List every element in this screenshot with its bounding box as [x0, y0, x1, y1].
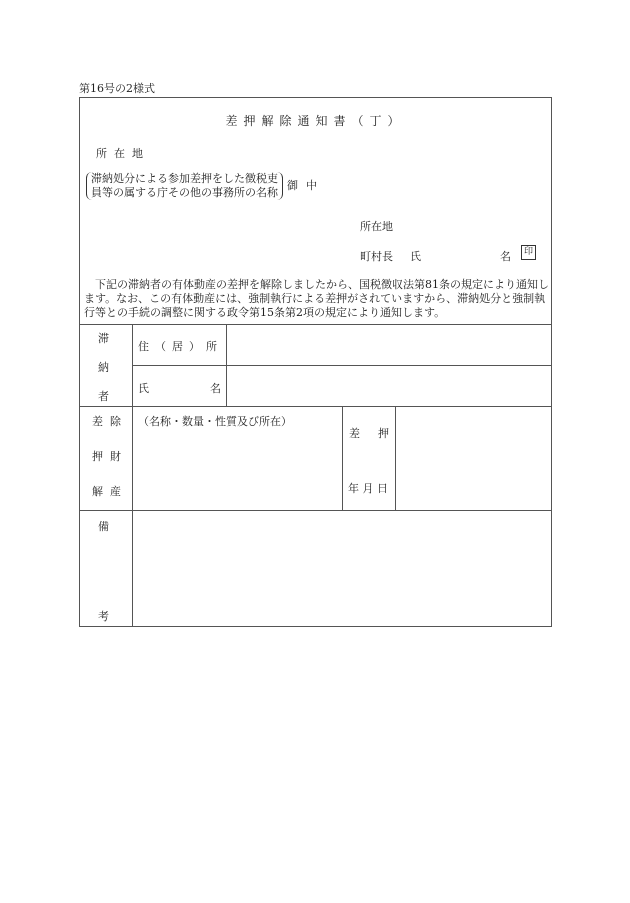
seal-icon: 印 [521, 245, 536, 260]
property-label-char: 解 [92, 485, 103, 498]
remarks-field[interactable] [138, 516, 543, 621]
sender-address-label: 所在地 [360, 220, 393, 233]
divider [395, 406, 396, 510]
property-label-char: 押 [92, 450, 103, 463]
recipient-office-bracket [86, 172, 283, 200]
notice-body-text: 下記の滞納者の有体動産の差押を解除しましたから、国税徴収法第81条の規定により通知します。なお、この有体動産には、強制執行による差押がされていますから、滞納処分と強制執行等との手続の調整に関する政令第15条第2項の規定により通知します。 [84, 278, 549, 319]
property-description-hint: （名称・数量・性質及び所在） [138, 415, 292, 428]
recipient-bracket-line1: 滞納処分による参加差押をした徴税吏 [91, 172, 278, 185]
property-label-char: 差 [92, 415, 103, 428]
sender-name-label-2: 名 [500, 250, 511, 263]
divider [132, 365, 551, 366]
delinquent-label-char: 者 [98, 390, 109, 403]
divider [132, 324, 133, 626]
delinquent-name-field[interactable] [230, 378, 545, 398]
divider [80, 510, 551, 511]
recipient-address-label: 所在地 [96, 147, 150, 160]
divider [80, 324, 551, 325]
document-title: 差押解除通知書（丁） [225, 114, 406, 128]
delinquent-name-label-1: 氏 [138, 382, 149, 395]
notice-form [79, 97, 552, 627]
seizure-date-label-3: 年 月 日 [348, 482, 388, 495]
form-id: 第16号の2様式 [79, 82, 155, 95]
seizure-date-label-1: 差 [349, 427, 360, 440]
delinquent-label-char: 滞 [98, 332, 109, 345]
seizure-date-label-2: 押 [378, 427, 389, 440]
property-label-char: 産 [110, 485, 121, 498]
divider [342, 406, 343, 510]
seizure-date-field[interactable] [400, 413, 545, 503]
divider [80, 406, 551, 407]
delinquent-address-field[interactable] [230, 338, 545, 358]
divider [226, 324, 227, 406]
recipient-honorific: 御中 [287, 179, 325, 192]
delinquent-address-label: 住（居）所 [138, 340, 223, 353]
recipient-office-name [86, 172, 325, 200]
property-label-char: 財 [110, 450, 121, 463]
delinquent-name-label-2: 名 [210, 382, 221, 395]
recipient-bracket-line2: 員等の属する庁その他の事務所の名称 [91, 186, 278, 199]
property-label-char: 除 [110, 415, 121, 428]
remarks-label-bottom: 考 [98, 610, 109, 623]
sender-title-label: 町村長 [360, 250, 393, 263]
sender-name-label-1: 氏 [410, 250, 421, 263]
remarks-label-top: 備 [98, 520, 109, 533]
delinquent-label-char: 納 [98, 361, 109, 374]
